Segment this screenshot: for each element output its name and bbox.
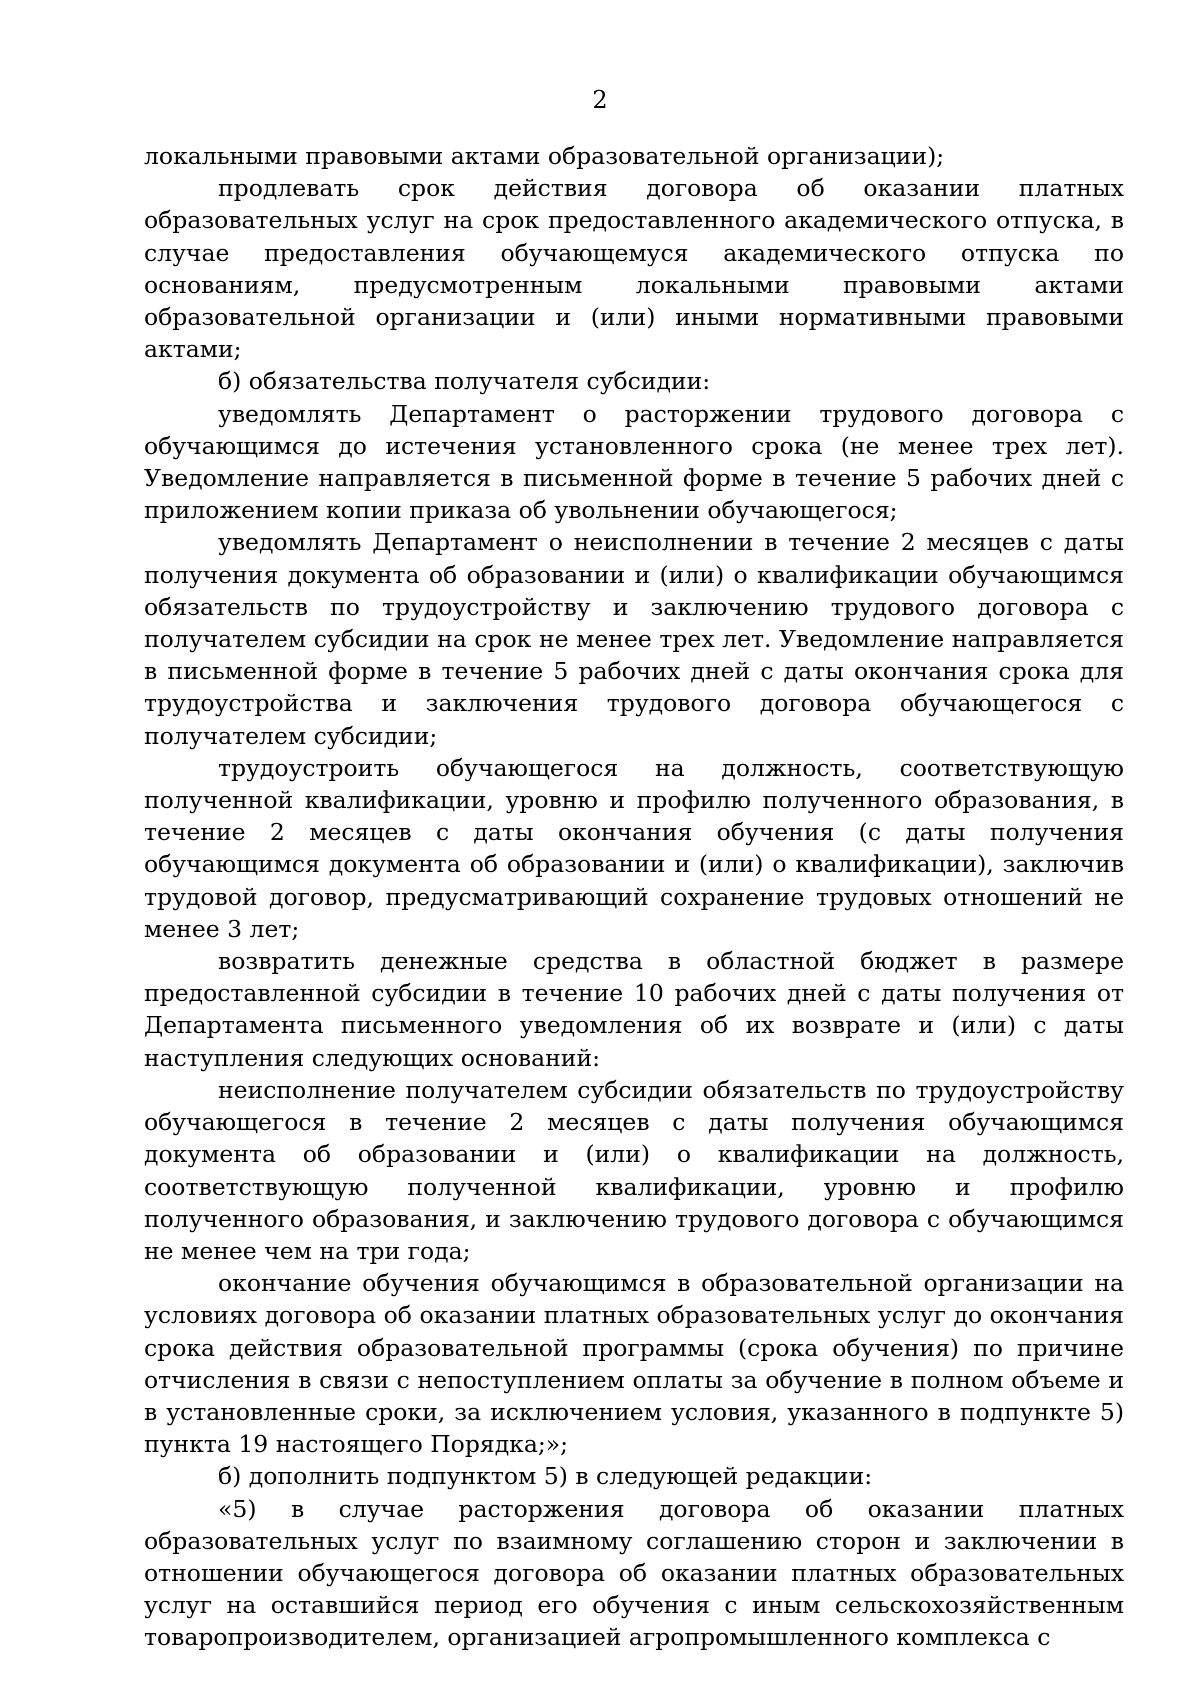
paragraph-notify-termination: уведомлять Департамент о расторжении трудового договора с обучающимся до истечения установленного срока (не менее трех лет). Уведомление направляется в письменной форме в течение 5 рабочих дней с приложением копии приказа об увольнении обучающегося;	[144, 399, 1124, 525]
paragraph-return-funds: возвратить денежные средства в областной бюджет в размере предоставленной субсидии в течение 10 рабочих дней с даты получения от Департамента письменного уведомления об их возврате и (или) с даты наступления следующих оснований:	[144, 947, 1124, 1072]
document-body	[144, 140, 1124, 1654]
paragraph-ground-nonfulfillment: неисполнение получателем субсидии обязательств по трудоустройству обучающегося в течение 2 месяцев с даты получения обучающимся документа об образовании и (или) о квалификации на должность, соответствующую полученной квалификации, уровню и профилю полученного образования, и заключению трудового договора с обучающимся не менее чем на три года;	[144, 1075, 1124, 1265]
paragraph-employ-student: трудоустроить обучающегося на должность, соответствующую полученной квалификации, уровню и профилю полученного образования, в течение 2 месяцев с даты окончания обучения (с даты получения обучающимся документа об образовании и (или) о квалификации), заключив трудовой договор, предусматривающий сохранение трудовых отношений не менее 3 лет;	[144, 753, 1124, 943]
paragraph-notify-nonfulfillment: уведомлять Департамент о неисполнении в течение 2 месяцев с даты получения документа об образовании и (или) о квалификации обучающимся обязательств по трудоустройству и заключению трудового договора с получателем субсидии на срок не менее трех лет. Уведомление направляется в письменной форме в течение 5 рабочих дней с даты окончания срока для трудоустройства и заключения трудового договора обучающегося с получателем субсидии;	[144, 528, 1124, 750]
paragraph-subclause-5: «5) в случае расторжения договора об оказании платных образовательных услуг по взаимному соглашению сторон и заключении в отношении обучающегося договора об оказании платных образовательных услуг на оставшийся период его обучения с иным сельскохозяйственным товаропроизводителем, организацией агропромышленного комплекса с	[144, 1494, 1124, 1652]
paragraph-recipient-obligations-heading: б) обязательства получателя субсидии:	[218, 367, 711, 396]
paragraph-ground-early-termination: окончание обучения обучающимся в образовательной организации на условиях договора об оказании платных образовательных услуг до окончания срока действия образовательной программы (срока обучения) по причине отчисления в связи с непоступлением оплаты за обучение в полном объеме и в установленные сроки, за исключением условия, указанного в подпункте 5) пункта 19 настоящего Порядка;»;	[144, 1269, 1124, 1459]
page-number: 2	[592, 86, 608, 114]
paragraph-extend-contract: продлевать срок действия договора об оказании платных образовательных услуг на срок предоставленного академического отпуска, в случае предоставления обучающемуся академического отпуска по основаниям, предусмотренным локальными правовыми актами образовательной организации и (или) иными нормативными правовыми актами;	[144, 174, 1124, 364]
paragraph-amendment-heading: б) дополнить подпунктом 5) в следующей редакции:	[218, 1462, 873, 1491]
paragraph-continuation: локальными правовыми актами образовательной организации);	[144, 142, 945, 170]
